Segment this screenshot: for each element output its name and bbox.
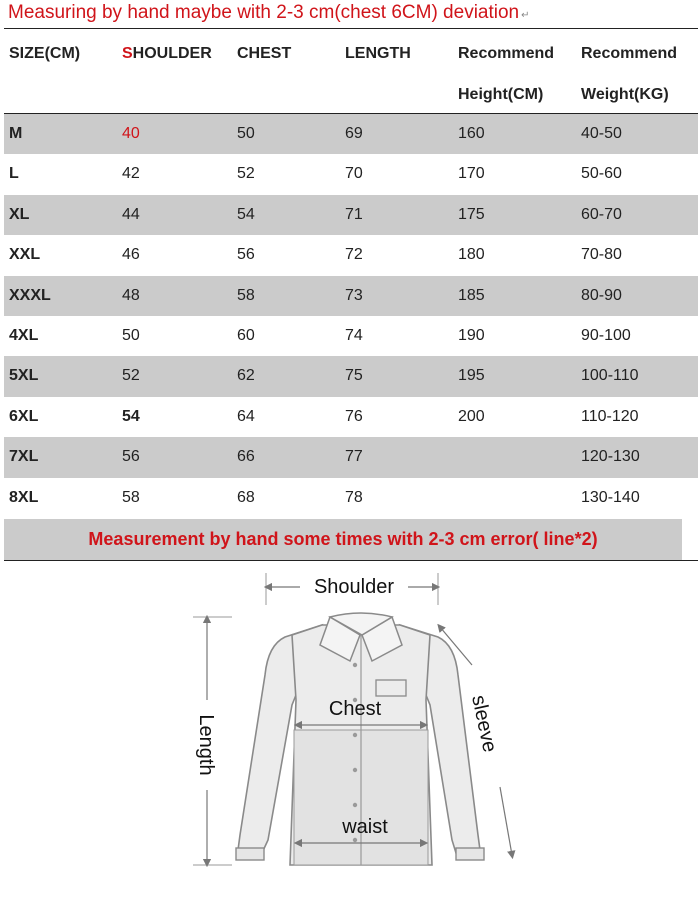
cell-weight: 60-70 xyxy=(581,205,622,223)
cell-size: XXL xyxy=(9,246,41,264)
cell-length: 71 xyxy=(345,205,363,223)
cell-weight: 80-90 xyxy=(581,286,622,304)
cell-chest: 66 xyxy=(237,448,255,466)
chest-label: Chest xyxy=(328,698,382,720)
cell-length: 70 xyxy=(345,165,363,183)
table-row xyxy=(4,235,698,275)
cell-height: 185 xyxy=(458,286,485,304)
cell-size: 8XL xyxy=(9,488,39,506)
cell-size: 7XL xyxy=(9,448,39,466)
cell-height: 195 xyxy=(458,367,485,385)
title-text: Measuring by hand maybe with 2-3 cm(chest 6CM) deviation xyxy=(8,2,520,23)
cell-size: 5XL xyxy=(9,367,39,385)
cell-length: 78 xyxy=(345,488,363,506)
header-shoulder-first-letter: S xyxy=(122,45,133,62)
cell-weight: 40-50 xyxy=(581,125,622,142)
cell-shoulder: 46 xyxy=(122,246,140,264)
table-row xyxy=(4,195,698,235)
table-row xyxy=(4,154,698,194)
cell-chest: 62 xyxy=(237,367,255,385)
cell-weight: 110-120 xyxy=(581,407,639,425)
cell-shoulder: 40 xyxy=(122,125,140,142)
cell-height: 160 xyxy=(458,125,485,142)
shoulder-label: Shoulder xyxy=(313,576,395,598)
cell-size: L xyxy=(9,165,19,183)
cell-shoulder: 58 xyxy=(122,488,140,506)
cell-weight: 90-100 xyxy=(581,326,631,344)
cell-chest: 50 xyxy=(237,125,255,142)
cell-weight: 120-130 xyxy=(581,448,640,466)
cell-shoulder: 54 xyxy=(122,407,140,425)
table-row xyxy=(4,437,698,477)
cell-shoulder: 48 xyxy=(122,286,140,304)
cell-shoulder: 42 xyxy=(122,165,140,183)
cell-length: 72 xyxy=(345,246,363,264)
cell-size: 4XL xyxy=(9,326,39,344)
length-label: Length xyxy=(195,714,217,776)
shirt-measurement-diagram xyxy=(0,565,700,895)
cell-weight: 130-140 xyxy=(581,488,640,506)
cell-height: 170 xyxy=(458,165,485,183)
cell-height: 180 xyxy=(458,246,485,264)
header-shoulder-rest: HOULDER xyxy=(132,45,212,62)
cell-weight: 100-110 xyxy=(581,367,639,385)
cell-chest: 52 xyxy=(237,165,255,183)
cell-height: 175 xyxy=(458,205,485,223)
table-row xyxy=(4,114,698,154)
cell-shoulder: 56 xyxy=(122,448,140,466)
measuring-note-title xyxy=(8,2,530,24)
cell-size: XXXL xyxy=(9,286,51,304)
cell-length: 75 xyxy=(345,367,363,385)
cell-length: 74 xyxy=(345,326,363,344)
header-chest: CHEST xyxy=(237,45,292,62)
cell-height: 190 xyxy=(458,326,485,344)
cell-chest: 60 xyxy=(237,326,255,344)
cell-length: 77 xyxy=(345,448,363,466)
cell-shoulder: 52 xyxy=(122,367,140,385)
cell-weight: 50-60 xyxy=(581,165,622,183)
table-row xyxy=(4,478,698,518)
measurement-footnote: Measurement by hand some times with 2-3 cm error( line*2) xyxy=(4,519,682,560)
cell-size: XL xyxy=(9,205,30,223)
table-row xyxy=(4,316,698,356)
cell-height: 200 xyxy=(458,407,485,425)
cell-length: 69 xyxy=(345,125,363,142)
return-mark-icon: ↵ xyxy=(521,10,530,21)
cell-size: M xyxy=(9,125,23,142)
header-weight-line1: Recommend xyxy=(581,45,678,62)
header-length: LENGTH xyxy=(345,45,411,62)
cell-shoulder: 50 xyxy=(122,326,140,344)
cell-length: 73 xyxy=(345,286,363,304)
table-header xyxy=(4,28,698,114)
cell-weight: 70-80 xyxy=(581,246,622,264)
table-row xyxy=(4,397,698,437)
cell-chest: 68 xyxy=(237,488,255,506)
header-size: SIZE(CM) xyxy=(9,45,81,62)
cell-chest: 56 xyxy=(237,246,255,264)
cell-chest: 64 xyxy=(237,407,255,425)
sleeve-label: sleeve xyxy=(467,693,501,755)
table-row xyxy=(4,276,698,316)
left-cuff xyxy=(236,848,264,860)
table-row xyxy=(4,356,698,396)
cell-length: 76 xyxy=(345,407,363,425)
header-height-line1: Recommend xyxy=(458,45,555,62)
cell-size: 6XL xyxy=(9,407,39,425)
cell-shoulder: 44 xyxy=(122,205,140,223)
size-chart-table xyxy=(4,28,698,518)
cell-chest: 54 xyxy=(237,205,255,223)
header-height-line2: Height(CM) xyxy=(458,86,544,103)
right-cuff xyxy=(456,848,484,860)
cell-chest: 58 xyxy=(237,286,255,304)
sleeve-arrow-bottom xyxy=(500,787,512,855)
header-weight-line2: Weight(KG) xyxy=(581,86,669,103)
waist-label: waist xyxy=(342,816,388,838)
header-shoulder xyxy=(122,45,212,63)
table-bottom-border xyxy=(4,560,698,561)
